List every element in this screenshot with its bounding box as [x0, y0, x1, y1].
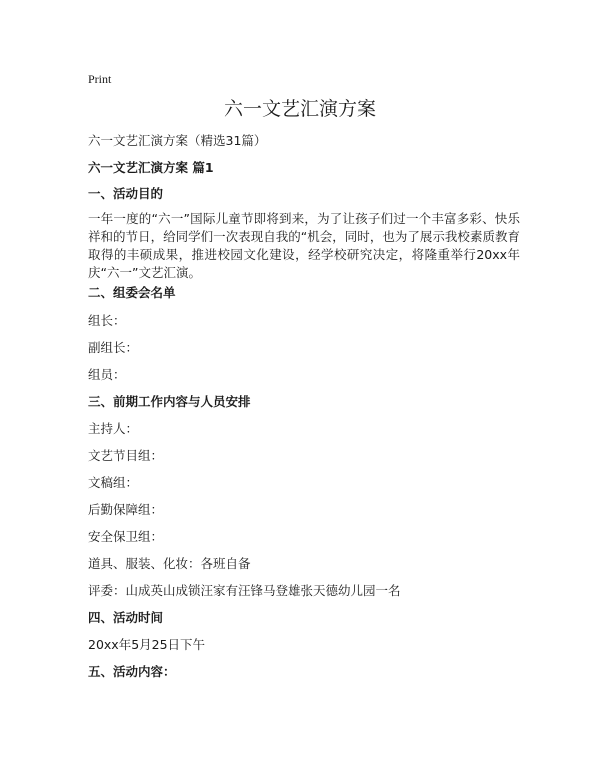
list-item: 文艺节目组： [88, 448, 164, 463]
list-item: 文稿组： [88, 475, 139, 490]
list-item: 后勤保障组： [88, 502, 164, 517]
list-item: 安全保卫组： [88, 529, 164, 544]
activity-time: 20xx年5月25日下午 [88, 637, 206, 652]
section-heading-5: 五、活动内容： [88, 664, 176, 679]
list-item: 组长： [88, 313, 126, 328]
section-heading-2: 二、组委会名单 [88, 285, 176, 300]
article-heading: 六一文艺汇演方案 篇1 [88, 160, 214, 175]
list-item: 道具、服装、化妆：各班自备 [88, 556, 251, 571]
page-title: 六一文艺汇演方案 [223, 98, 376, 120]
section-heading-3: 三、前期工作内容与人员安排 [88, 394, 251, 409]
list-item: 组员： [88, 367, 126, 382]
list-item: 副组长： [88, 340, 139, 355]
section-heading-4: 四、活动时间 [88, 610, 164, 625]
subtitle: 六一文艺汇演方案（精选31篇） [88, 133, 267, 148]
section-1-paragraph: 一年一度的“六一”国际儿童节即将到来，为了让孩子们过一个丰富多彩、快乐祥和的节日，给同学们一次表现自我的“机会，同时，也为了展示我校素质教育取得的丰硕成果，推进校园文化建设，经学校研究决定，将隆重举行20xx年庆“六一”文艺汇演。 [88, 211, 520, 280]
section-heading-1: 一、活动目的 [88, 186, 164, 201]
list-item: 评委：山成英山成锁汪家有汪锋马登雄张天德幼儿园一名 [88, 583, 401, 598]
print-link[interactable]: Print [88, 72, 112, 86]
list-item: 主持人： [88, 421, 139, 436]
